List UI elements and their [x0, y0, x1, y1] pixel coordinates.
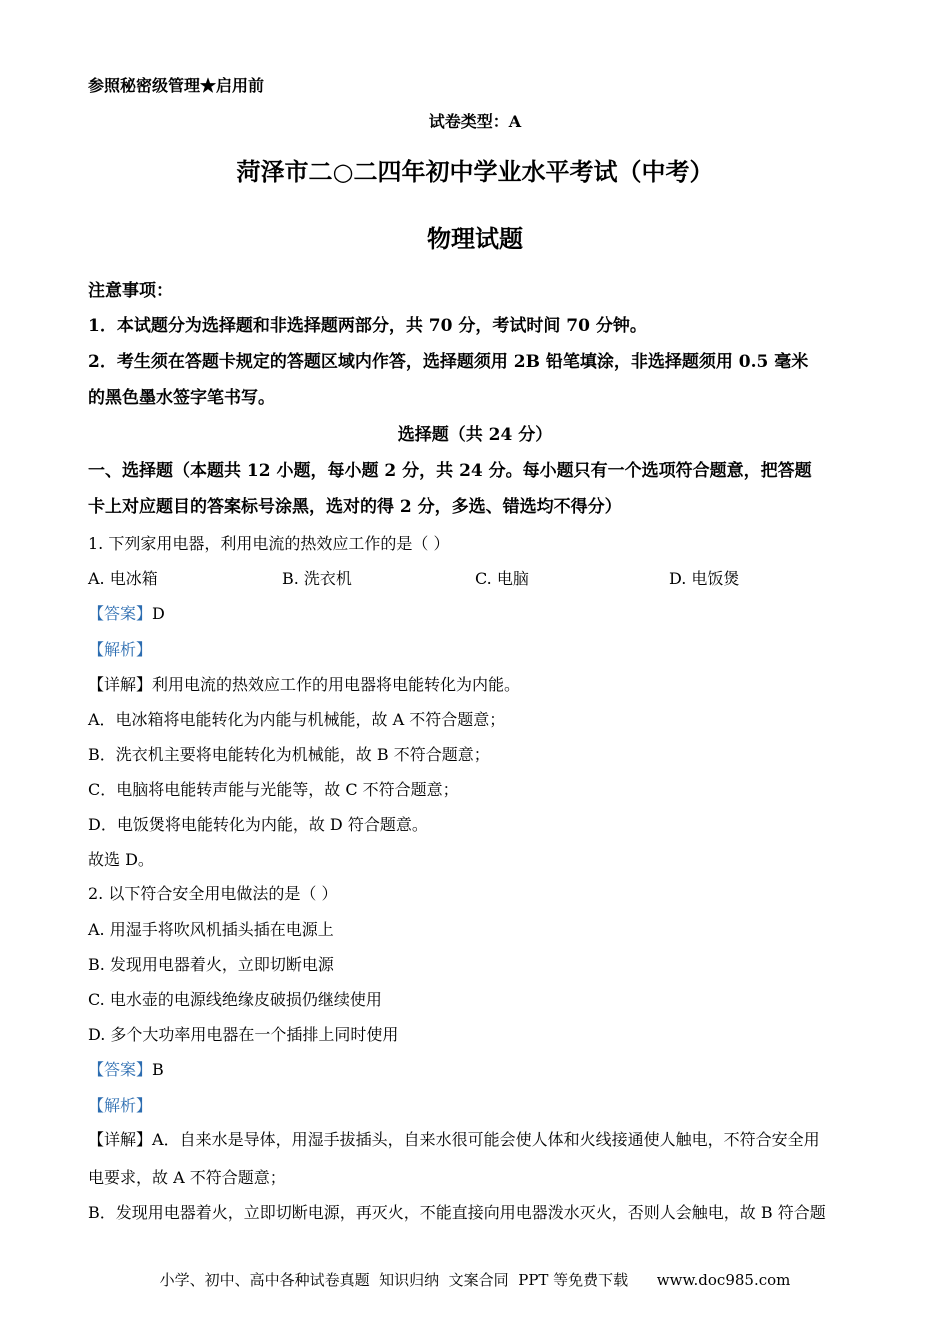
q1-detail	[88, 675, 862, 695]
paper-type: 试卷类型：A	[428, 112, 522, 131]
q1-answer-value: D	[152, 604, 165, 623]
q1-option-a: A. 电冰箱	[88, 569, 158, 588]
q1-option-c: C. 电脑	[475, 569, 529, 588]
q1-option-b: B. 洗衣机	[282, 569, 352, 588]
q2-option-a: A. 用湿手将吹风机插头插在电源上	[88, 920, 334, 939]
q2-detail-line-2: 电要求，故 A 不符合题意；	[88, 1168, 286, 1187]
exam-title: 菏泽市二○二四年初中学业水平考试（中考）	[236, 157, 714, 186]
q1-explain-a: A．电冰箱将电能转化为内能与机械能，故 A 不符合题意；	[88, 710, 506, 729]
q1-option-d: D. 电饭煲	[669, 569, 740, 588]
q2-detail-line-1	[88, 1130, 862, 1150]
notes-item-1: 1．本试题分为选择题和非选择题两部分，共 70 分，考试时间 70 分钟。	[88, 316, 647, 336]
section-intro-line-1: 一、选择题（本题共 12 小题，每小题 2 分，共 24 分。每小题只有一个选项符合题意，把答题	[88, 461, 812, 481]
q1-explain-d: D．电饭煲将电能转化为内能，故 D 符合题意。	[88, 815, 428, 834]
q2-option-b: B. 发现用电器着火，立即切断电源	[88, 955, 334, 974]
q2-detail-line-3: B．发现用电器着火，立即切断电源，再灭火，不能直接向用电器泼水灭火，否则人会触电，故 B 符合题	[88, 1203, 826, 1222]
q1-detail-text: 利用电流的热效应工作的用电器将电能转化为内能。	[152, 675, 521, 694]
q2-analysis-tag: 【解析】	[88, 1096, 153, 1115]
q2-option-c: C. 电水壶的电源线绝缘皮破损仍继续使用	[88, 990, 382, 1009]
q2-detail-text: A．自来水是导体，用湿手拔插头，自来水很可能会使人体和火线接通使人触电，不符合安全用	[152, 1130, 820, 1149]
q1-stem: 1. 下列家用电器，利用电流的热效应工作的是（ ）	[88, 534, 450, 553]
subject-title: 物理试题	[427, 224, 523, 253]
notes-item-2-line-2: 的黑色墨水签字笔书写。	[88, 388, 275, 408]
answer-tag: 【答案】	[88, 1060, 153, 1079]
detail-tag: 【详解】	[88, 1130, 153, 1149]
q2-answer	[88, 1060, 862, 1080]
answer-tag: 【答案】	[88, 604, 153, 623]
detail-tag: 【详解】	[88, 675, 153, 694]
q2-option-d: D. 多个大功率用电器在一个插排上同时使用	[88, 1025, 399, 1044]
q2-answer-value: B	[152, 1060, 164, 1079]
section-intro-line-2: 卡上对应题目的答案标号涂黑，选对的得 2 分，多选、错选均不得分）	[88, 497, 622, 517]
page-footer: 小学、初中、高中各种试卷真题 知识归纳 文案合同 PPT 等免费下载 www.doc985.com	[159, 1271, 791, 1289]
q1-conclusion: 故选 D。	[88, 850, 154, 869]
q1-analysis-tag: 【解析】	[88, 640, 153, 659]
q1-explain-b: B．洗衣机主要将电能转化为机械能，故 B 不符合题意；	[88, 745, 490, 764]
q2-stem: 2. 以下符合安全用电做法的是（ ）	[88, 884, 338, 903]
notes-item-2-line-1: 2．考生须在答题卡规定的答题区域内作答，选择题须用 2B 铅笔填涂，非选择题须用 0.5 毫米	[88, 352, 809, 372]
q1-answer	[88, 604, 862, 624]
section-title: 选择题（共 24 分）	[397, 425, 553, 445]
notes-heading: 注意事项：	[88, 281, 173, 301]
confidential-label: 参照秘密级管理★启用前	[88, 76, 265, 95]
q1-explain-c: C．电脑将电能转声能与光能等，故 C 不符合题意；	[88, 780, 459, 799]
